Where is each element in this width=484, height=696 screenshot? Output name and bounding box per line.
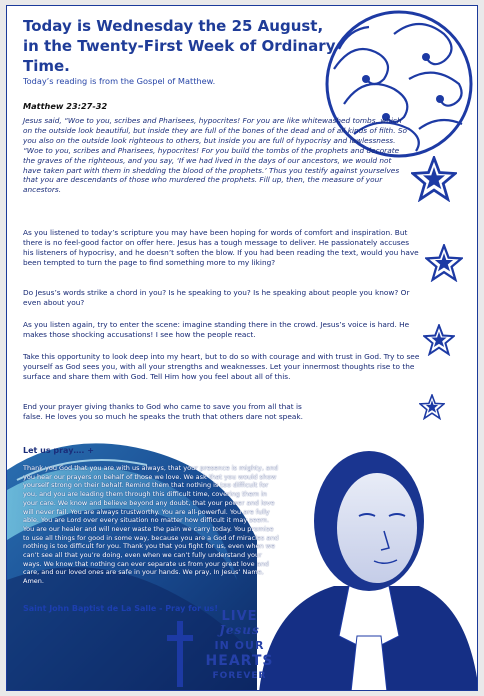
reflection-paragraph: End your prayer giving thanks to God who came to save you from all that is false. He loves you so much he speaks the truth that others dare not speak. [23,402,303,421]
star-icon [423,324,455,356]
prayer-heading: Let us pray…. + [23,446,94,455]
scripture-reference: Matthew 23:27-32 [23,101,108,111]
star-icon [411,156,457,202]
reading-intro: Today’s reading is from the Gospel of Matthew. [23,76,216,86]
reflection-paragraph: Do Jesus’s words strike a chord in you? Is he speaking to you? Is he speaking about people you know? Or even about you? [23,288,410,307]
reflection-paragraph: As you listened to today’s scripture you may have been hoping for words of comfort and inspiration. But there is no feel-good factor on offer here. Jesus has a tough message to deliver. He passionately accuses his listeners of hypocrisy, and he doesn’t soften the blow. If you had been reading the text, would you have been tempted to turn the page to find something more to my liking? [23,228,419,267]
live-jesus-logo: LIVE Jesus IN OUR HEARTS FOREVER [205,609,274,681]
reflection-paragraph: As you listen again, try to enter the scene: imagine standing there in the crowd. Jesus’s voice is hard. He makes those shocking accusations! I see how the people react. [23,320,410,339]
reflection-page [6,5,478,691]
star-icon [425,244,463,282]
star-icon [419,394,445,420]
page-title: Today is Wednesday the 25 August, in the Twenty-First Week of Ordinary Time. [23,17,336,75]
prayer-text: Thank you God that you are with us always, that your presence is mighty, and you hear our prayers on behalf of those we love. We ask that you would show yourself strong on their behalf. Remind them that nothing is too difficult for you, and you are leading them through this difficult time, covering them in your care. We know and believe beyond any doubt, that your power and love will never fail. You are always trustworthy. You are all-powerful. You are fully able. You are Lord over every situation no matter how difficult it may seem. You are our healer and will never waste the pain we carry today. You promise to use all things for good in some way, because you are a God of miracles and nothing is too difficult for you. Thank you that you fight for us, even when we can’t see all that you’re doing, even when we can’t fully understand your ways. We know that nothing can ever separate us from your great love and care, and our loved ones are safe in your hands. We pray, In Jesus’ Name, Amen. [23,464,279,586]
reflection-paragraph: Take this opportunity to look deep into my heart, but to do so with courage and with trust in God. Try to see yourself as God sees you, with all your strengths and weaknesses. Let your innermost thoughts rise to the surface and share them with God. Tell Him how you feel about all of this. [23,352,420,381]
scripture-text: Jesus said, “Woe to you, scribes and Pharisees, hypocrites! For you are like whitewashed tombs, which on the outside look beautiful, but inside they are full of the bones of the dead and of all kinds of filth. So you also on the outside look righteous to others, but inside you are full of hypocrisy and lawlessness. “Woe to you, scribes and Pharisees, hypocrites! For you build the tombs of the prophets and decorate the graves of the righteous, and you say, ‘If we had lived in the days of our ancestors, we would not have taken part with them in shedding the blood of the prophets.’ Thus you testify against yourselves that you are descendants of those who murdered the prophets. Fill up, then, the measure of your ancestors. [23,116,408,195]
cross-icon [165,621,195,687]
saint-invocation: Saint John Baptist de La Salle - Pray for us! [23,604,218,613]
